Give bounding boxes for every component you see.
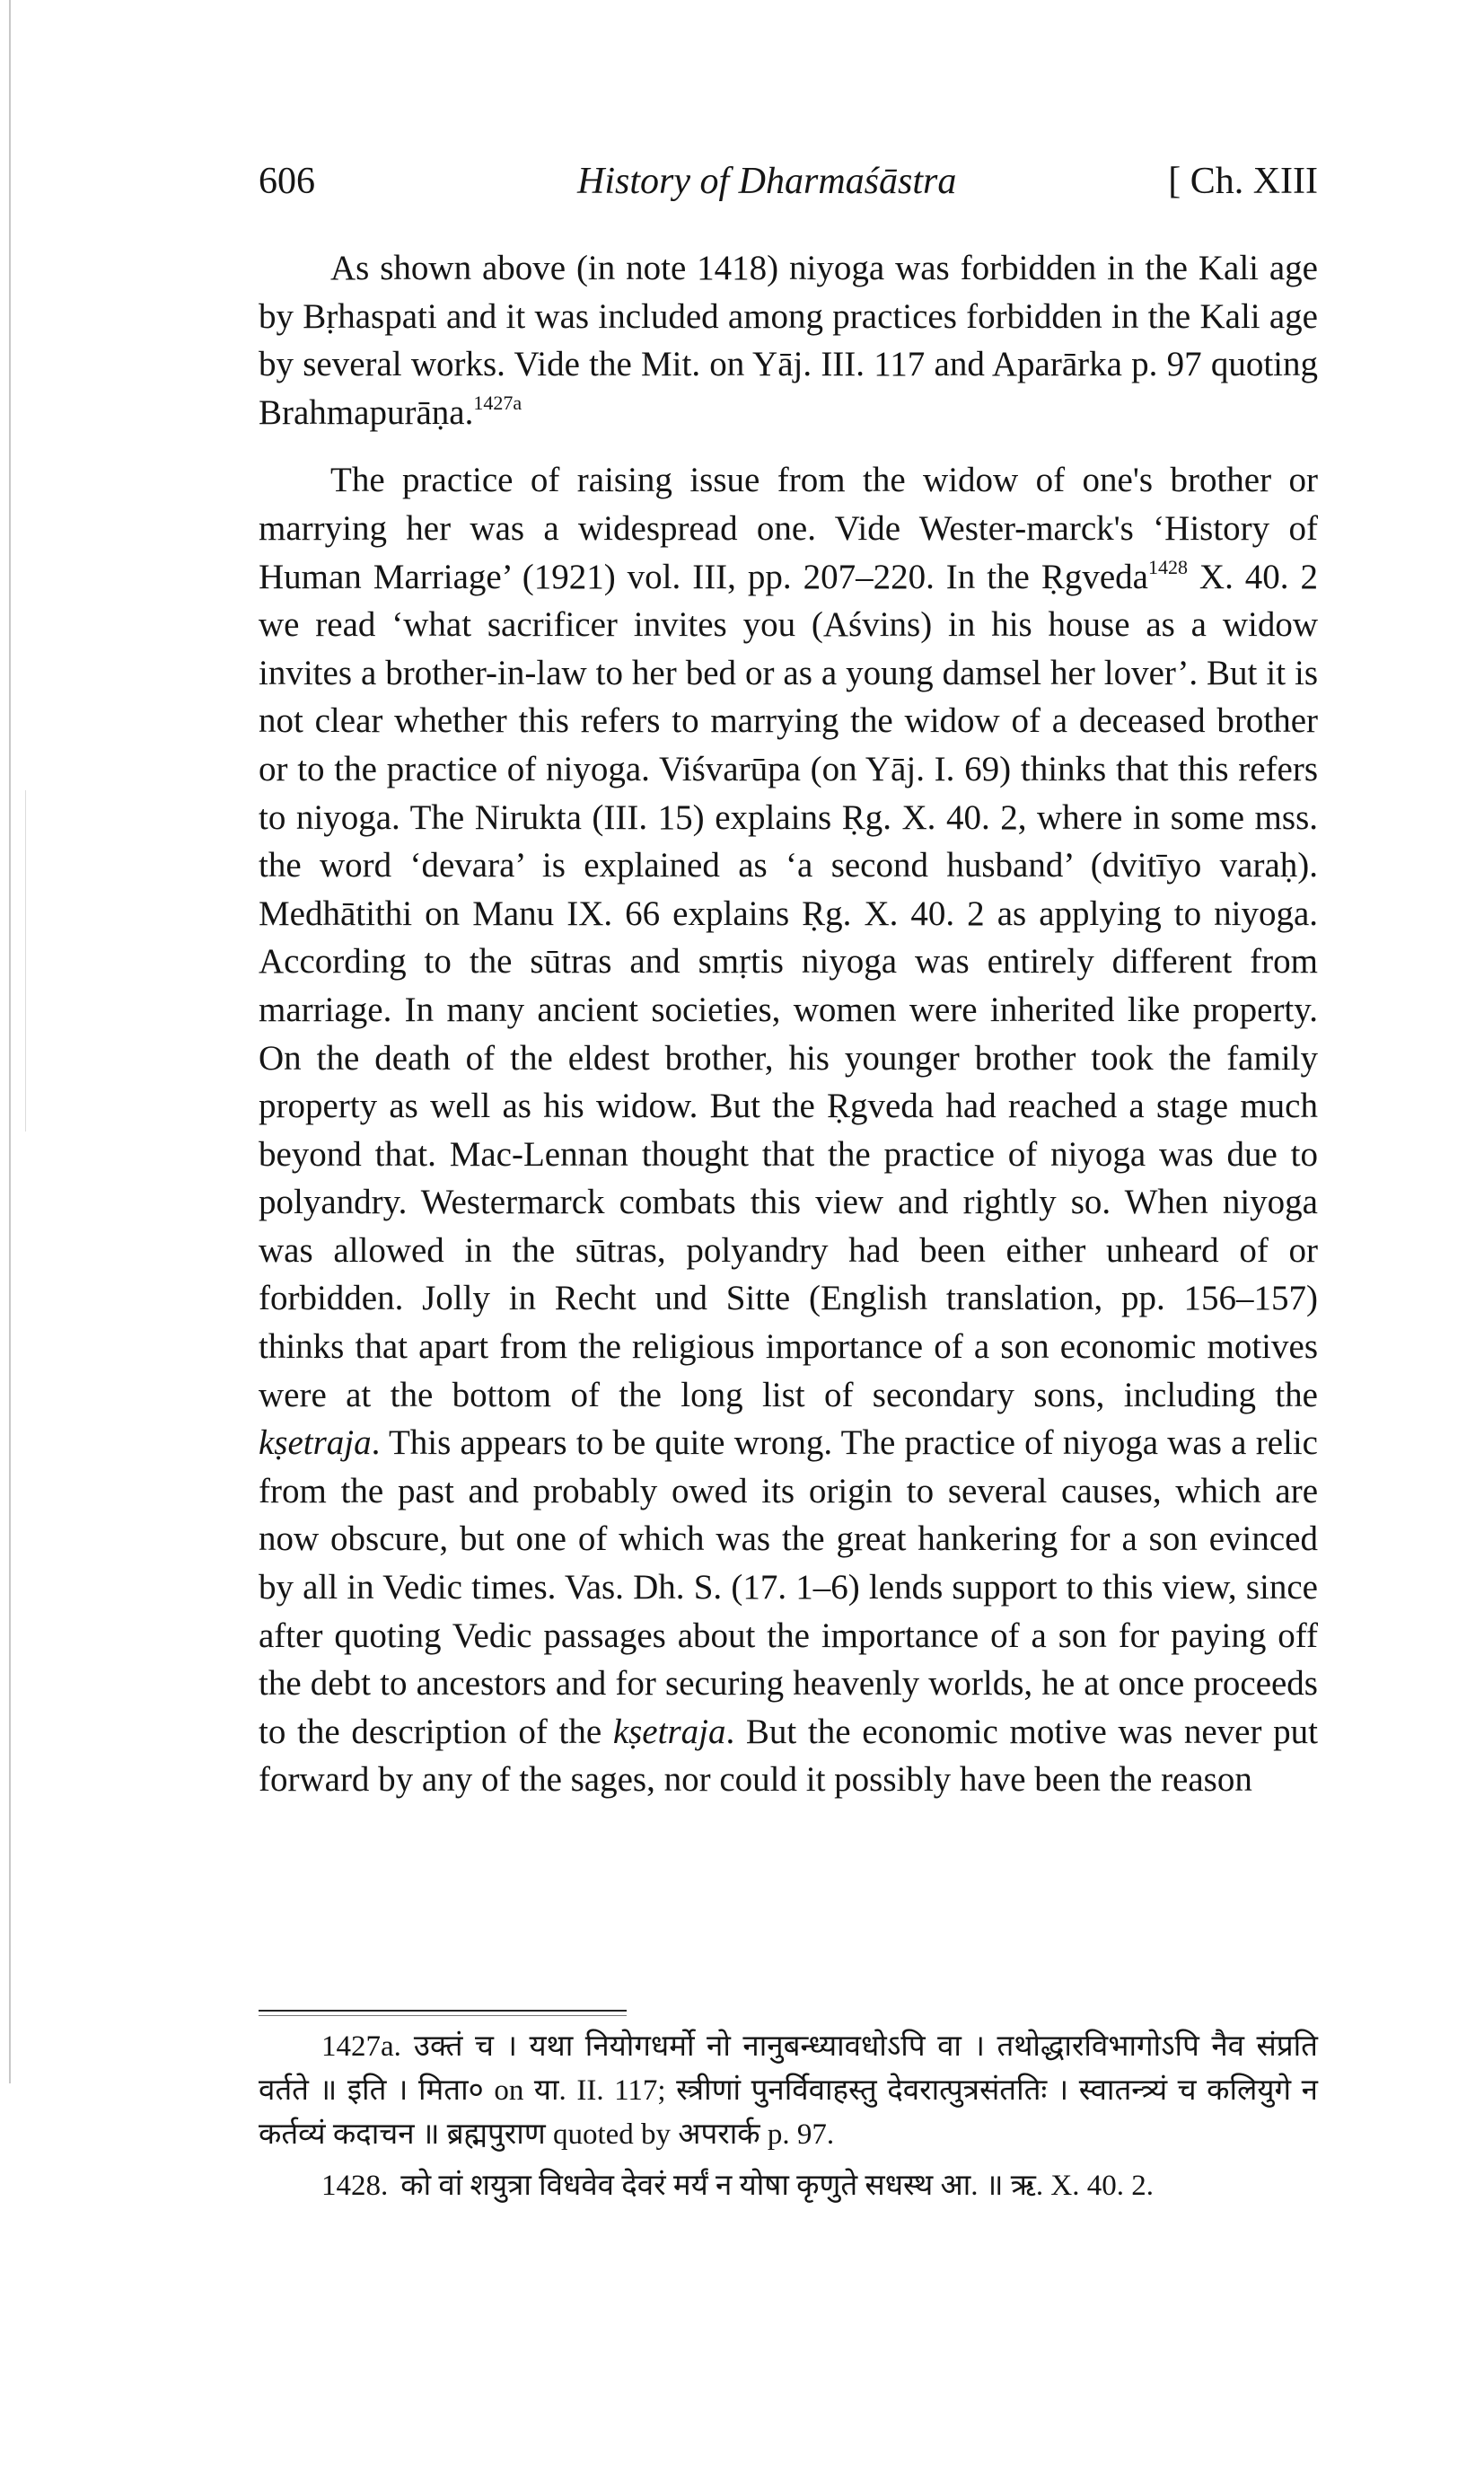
- paragraph-2: [259, 456, 1318, 1804]
- footnote-1427a: [259, 2025, 1318, 2157]
- chapter-label: [ Ch. XIII: [1168, 161, 1318, 202]
- main-text: [259, 244, 1318, 1804]
- paragraph-2-text-b: X. 40. 2 we read ‘what sacrificer invites you (Aśvins) in his house as a widow invites a brother-in-law to her bed or as a young damsel her lover’. But it is not clear whether this refers to marrying the widow of a deceased brother or to the practice of niyoga. Viśvarūpa (on Yāj. I. 69) thinks that this refers to niyoga. The Nirukta (III. 15) explains Ṛg. X. 40. 2, where in some mss. the word ‘devara’ is explained as ‘a second husband’ (dvitīyo varaḥ). Medhātithi on Manu IX. 66 explains Ṛg. X. 40. 2 as applying to niyoga. According to the sūtras and smṛtis niyoga was entirely different from marriage. In many ancient societies, women were inherited like property. On the death of the eldest brother, his younger brother took the family property as well as his widow. But the Ṛgveda had reached a stage much beyond that. Mac-Lennan thought that the practice of niyoga was due to polyandry. Westermarck combats this view and rightly so. When niyoga was allowed in the sūtras, polyandry had been either unheard of or forbidden. Jolly in Recht und Sitte (English translation, pp. 156–157) thinks that apart from the religious importance of a son economic motives were at the bottom of the long list of secondary sons, including the: [259, 557, 1319, 1414]
- footnote-1427a-label: 1427a.: [321, 2030, 401, 2063]
- footnotes: [259, 2025, 1318, 2208]
- paragraph-2-text-d: . But the economic motive was never put forward by any of the sages, nor could it possibly have been the reason: [259, 1712, 1318, 1800]
- footnote-ref-1428: 1428: [1147, 555, 1188, 578]
- footnote-divider-inner: [259, 2015, 627, 2016]
- paragraph-1: [259, 244, 1318, 436]
- scan-margin-line: [9, 0, 11, 2083]
- footnote-ref-1427a: 1427a: [473, 391, 522, 414]
- italic-term-ksetraja: kṣetraja: [259, 1423, 372, 1463]
- footnote-1428-label: 1428.: [321, 2170, 389, 2202]
- footnote-1428-text: को वां शयुत्रा विधवेव देवरं मर्यं न योषा कृणुते सधस्थ आ. ॥ ऋ. X. 40. 2.: [400, 2170, 1154, 2202]
- footnote-1427a-text: उक्तं च । यथा नियोगधर्मो नो नानुबन्ध्यावधोऽपि वा । तथोद्धारविभागोऽपि नैव संप्रति वर्तते ॥ इति । मिता० on या. II. 117; स्त्रीणां पुनर्विवाहस्तु देवरात्पुत्रसंततिः । स्वातन्त्र्यं च कलियुगे न कर्तव्यं कदाचन ॥ ब्रह्मपुराण quoted by अपरार्क p. 97.: [259, 2030, 1318, 2151]
- footnote-divider: [259, 2010, 627, 2012]
- italic-term-ksetraja-2: kṣetraja: [612, 1712, 726, 1751]
- page-header: [259, 160, 1336, 214]
- footnote-1428: [259, 2164, 1318, 2208]
- scan-margin-mark: [25, 790, 26, 1132]
- page-number: 606: [259, 161, 315, 202]
- paragraph-2-text-a: The practice of raising issue from the widow of one's brother or marrying her was a widespread one. Vide Wester-marck's ‘History of Human Marriage’ (1921) vol. III, pp. 207–220. In the Ṛgveda: [259, 461, 1318, 596]
- paragraph-2-text-c: . This appears to be quite wrong. The practice of niyoga was a relic from the past and probably owed its origin to several causes, which are now obscure, but one of which was the great hankering for a son evinced by all in Vedic times. Vas. Dh. S. (17. 1–6) lends support to this view, since after quoting Vedic passages about the importance of a son for paying off the debt to ancestors and for securing heavenly worlds, he at once proceeds to the description of the: [259, 1423, 1318, 1751]
- paragraph-1-text: As shown above (in note 1418) niyoga was forbidden in the Kali age by Bṛhaspati and it was included among practices forbidden in the Kali age by several works. Vide the Mit. on Yāj. III. 117 and Aparārka p. 97 quoting Brahmapurāṇa.: [259, 249, 1318, 432]
- running-title: History of Dharmaśāstra: [577, 161, 957, 202]
